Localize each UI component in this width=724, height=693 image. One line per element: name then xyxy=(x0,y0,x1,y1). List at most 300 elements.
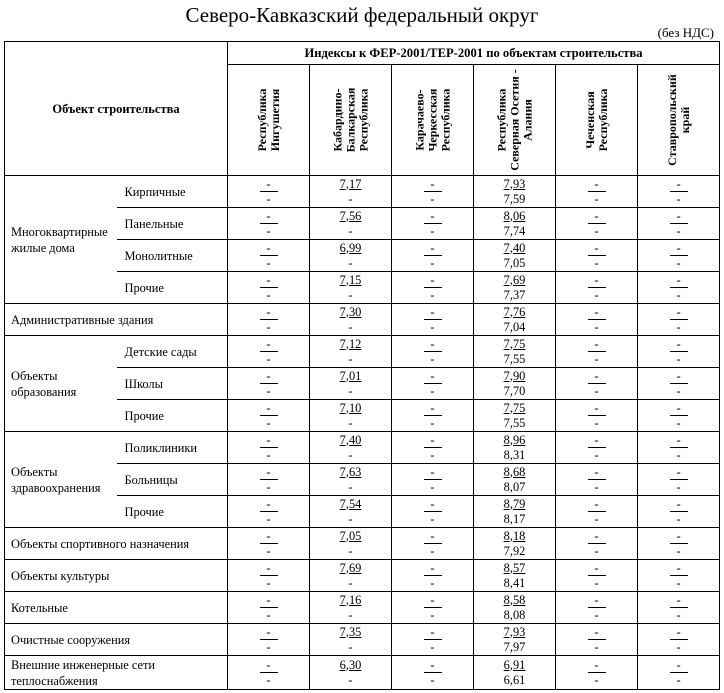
index-value-bottom: - xyxy=(594,255,599,270)
index-cell xyxy=(228,496,310,528)
index-cell xyxy=(392,272,474,304)
index-value-top-text: - xyxy=(588,529,606,544)
column-header xyxy=(556,65,638,176)
index-value-top-text: - xyxy=(588,433,606,448)
index-value-top-text: - xyxy=(670,337,688,352)
table-row xyxy=(5,176,720,208)
index-cell xyxy=(228,464,310,496)
index-value-top xyxy=(228,369,309,384)
object-name: Внешние инженерные сети теплоснабжения xyxy=(5,656,228,690)
index-value-top: 7,16 xyxy=(339,592,362,607)
table-body xyxy=(5,176,720,690)
index-value-bottom: - xyxy=(676,447,681,462)
index-value-bottom: - xyxy=(348,351,353,366)
column-header xyxy=(310,65,392,176)
index-value-bottom: 7,70 xyxy=(503,383,526,398)
index-value-bottom: - xyxy=(266,575,271,590)
index-cell xyxy=(228,336,310,368)
index-value-top xyxy=(556,529,637,544)
index-value-top-text: - xyxy=(260,625,278,640)
vat-note: (без НДС) xyxy=(657,25,714,40)
column-header xyxy=(228,65,310,176)
column-header-label: Чеченская Республика xyxy=(582,88,610,152)
index-value-bottom: - xyxy=(430,287,435,302)
index-value-bottom: - xyxy=(676,319,681,334)
index-value-bottom: - xyxy=(430,351,435,366)
index-cell xyxy=(638,400,720,432)
index-value-top-text: - xyxy=(588,241,606,256)
index-cell xyxy=(392,624,474,656)
index-value-top-text: - xyxy=(588,593,606,608)
index-cell xyxy=(392,208,474,240)
index-cell xyxy=(638,368,720,400)
index-value-bottom: 7,92 xyxy=(503,543,526,558)
index-value-top-text: - xyxy=(424,209,442,224)
index-value-top xyxy=(638,593,719,608)
index-value-top: 8,18 xyxy=(503,528,526,543)
index-value-bottom: - xyxy=(430,383,435,398)
index-value-top xyxy=(556,273,637,288)
index-cell xyxy=(638,624,720,656)
index-table xyxy=(4,41,720,690)
index-value-bottom: - xyxy=(594,351,599,366)
index-cell xyxy=(638,240,720,272)
index-value-top xyxy=(556,593,637,608)
index-value-top xyxy=(638,177,719,192)
index-value-top-text: - xyxy=(588,305,606,320)
index-value-bottom: - xyxy=(594,575,599,590)
index-value-top: 7,30 xyxy=(339,304,362,319)
index-value-top xyxy=(392,241,473,256)
index-value-bottom: - xyxy=(594,543,599,558)
index-cell xyxy=(474,464,556,496)
object-name: Котельные xyxy=(5,592,228,624)
index-value-bottom: - xyxy=(430,575,435,590)
index-value-top-text: - xyxy=(260,177,278,192)
index-value-top xyxy=(638,305,719,320)
index-value-top-text: - xyxy=(670,401,688,416)
index-value-bottom: - xyxy=(676,672,681,687)
index-value-bottom: - xyxy=(348,447,353,462)
table-row xyxy=(5,304,720,336)
index-cell xyxy=(556,528,638,560)
index-value-top xyxy=(556,177,637,192)
index-value-top xyxy=(228,273,309,288)
index-value-bottom: - xyxy=(594,639,599,654)
index-cell xyxy=(228,304,310,336)
index-value-top-text: - xyxy=(260,369,278,384)
index-cell xyxy=(310,528,392,560)
index-value-top xyxy=(556,465,637,480)
index-value-bottom: - xyxy=(266,479,271,494)
index-value-top-text: - xyxy=(424,561,442,576)
index-value-bottom: - xyxy=(266,607,271,622)
object-subtype: Панельные xyxy=(117,208,228,240)
index-value-bottom: 8,31 xyxy=(503,447,526,462)
index-value-top xyxy=(228,305,309,320)
index-cell xyxy=(556,176,638,208)
page-title: Северо-Кавказский федеральный округ xyxy=(185,3,539,27)
index-value-top xyxy=(392,561,473,576)
object-subtype: Прочие xyxy=(117,272,228,304)
index-value-top: 7,10 xyxy=(339,400,362,415)
index-cell xyxy=(392,176,474,208)
index-value-bottom: 7,97 xyxy=(503,639,526,654)
index-value-bottom: - xyxy=(594,223,599,238)
index-header: Индексы к ФЕР-2001/ТЕР-2001 по объектам строительства xyxy=(228,42,720,65)
index-value-bottom: - xyxy=(348,255,353,270)
index-value-top-text: - xyxy=(260,305,278,320)
index-cell xyxy=(556,656,638,690)
index-value-bottom: - xyxy=(266,415,271,430)
index-value-top-text: - xyxy=(424,593,442,608)
index-cell xyxy=(392,304,474,336)
index-value-bottom: - xyxy=(430,511,435,526)
index-value-top: 7,63 xyxy=(339,464,362,479)
index-value-bottom: - xyxy=(594,511,599,526)
index-cell xyxy=(392,368,474,400)
index-value-bottom: 7,37 xyxy=(503,287,526,302)
index-value-top-text: - xyxy=(424,305,442,320)
column-header-label: Кабардино-Балкарская Республика xyxy=(330,87,370,153)
table-row xyxy=(5,592,720,624)
index-value-bottom: - xyxy=(266,639,271,654)
index-value-top-text: - xyxy=(424,177,442,192)
index-cell xyxy=(556,304,638,336)
index-value-top xyxy=(392,273,473,288)
index-cell xyxy=(392,432,474,464)
index-value-bottom: - xyxy=(676,351,681,366)
index-value-top xyxy=(392,177,473,192)
index-value-top xyxy=(392,369,473,384)
index-value-top-text: - xyxy=(588,561,606,576)
index-value-bottom: - xyxy=(348,223,353,238)
index-cell xyxy=(638,528,720,560)
index-value-bottom: - xyxy=(348,672,353,687)
index-cell xyxy=(310,304,392,336)
index-value-top-text: - xyxy=(424,241,442,256)
index-cell xyxy=(310,592,392,624)
index-cell xyxy=(474,432,556,464)
object-subtype: Прочие xyxy=(117,496,228,528)
index-value-bottom: - xyxy=(348,319,353,334)
index-value-top xyxy=(638,401,719,416)
index-value-top-text: - xyxy=(670,465,688,480)
index-value-top-text: - xyxy=(670,625,688,640)
index-value-top-text: - xyxy=(670,561,688,576)
column-header-label: Карачаево-Черкесская Республика xyxy=(412,88,452,152)
index-value-top: 8,06 xyxy=(503,208,526,223)
index-value-top-text: - xyxy=(424,433,442,448)
index-value-top-text: - xyxy=(670,177,688,192)
index-cell xyxy=(392,400,474,432)
index-value-top: 7,15 xyxy=(339,272,362,287)
index-value-top-text: - xyxy=(588,369,606,384)
index-value-bottom: 8,08 xyxy=(503,607,526,622)
object-name: Объекты культуры xyxy=(5,560,228,592)
index-cell xyxy=(228,176,310,208)
index-cell xyxy=(392,464,474,496)
index-value-top xyxy=(228,529,309,544)
index-cell xyxy=(556,432,638,464)
index-value-bottom: - xyxy=(676,511,681,526)
index-value-top-text: - xyxy=(424,658,442,673)
index-value-top-text: - xyxy=(260,593,278,608)
index-value-bottom: - xyxy=(594,447,599,462)
index-value-bottom: 7,55 xyxy=(503,351,526,366)
index-value-bottom: - xyxy=(676,383,681,398)
index-value-top: 7,93 xyxy=(503,176,526,191)
index-value-top: 7,40 xyxy=(503,240,526,255)
index-value-bottom: - xyxy=(676,255,681,270)
index-cell xyxy=(228,432,310,464)
index-value-top xyxy=(228,497,309,512)
index-value-top-text: - xyxy=(588,209,606,224)
index-value-bottom: - xyxy=(430,543,435,558)
index-cell xyxy=(228,400,310,432)
index-value-bottom: 8,17 xyxy=(503,511,526,526)
index-value-top xyxy=(638,529,719,544)
index-value-bottom: - xyxy=(266,543,271,558)
index-value-top xyxy=(556,337,637,352)
index-value-top-text: - xyxy=(670,433,688,448)
index-cell xyxy=(228,208,310,240)
index-cell xyxy=(228,368,310,400)
index-value-bottom: - xyxy=(594,319,599,334)
index-cell xyxy=(310,432,392,464)
index-value-top xyxy=(228,433,309,448)
index-value-bottom: - xyxy=(266,223,271,238)
index-value-top xyxy=(556,433,637,448)
index-value-top-text: - xyxy=(424,497,442,512)
index-value-bottom: 7,55 xyxy=(503,415,526,430)
index-cell xyxy=(638,496,720,528)
index-cell xyxy=(474,368,556,400)
index-value-top xyxy=(556,241,637,256)
index-cell xyxy=(392,496,474,528)
index-value-top: 7,93 xyxy=(503,624,526,639)
index-value-top xyxy=(556,625,637,640)
index-value-top-text: - xyxy=(670,658,688,673)
index-value-top-text: - xyxy=(588,497,606,512)
index-value-bottom: - xyxy=(430,415,435,430)
index-value-top xyxy=(392,529,473,544)
column-header xyxy=(638,65,720,176)
index-value-top-text: - xyxy=(424,369,442,384)
index-cell xyxy=(310,624,392,656)
index-value-top xyxy=(556,401,637,416)
index-cell xyxy=(474,304,556,336)
index-value-top xyxy=(638,465,719,480)
index-value-top xyxy=(556,305,637,320)
index-value-top: 8,79 xyxy=(503,496,526,511)
index-cell xyxy=(228,528,310,560)
index-cell xyxy=(556,368,638,400)
index-cell xyxy=(310,336,392,368)
index-value-bottom: - xyxy=(348,511,353,526)
index-value-top xyxy=(638,658,719,673)
index-cell xyxy=(638,656,720,690)
object-header-label: Объект строительства xyxy=(52,101,180,116)
index-value-top xyxy=(638,241,719,256)
index-value-top-text: - xyxy=(424,625,442,640)
index-value-bottom: - xyxy=(594,479,599,494)
index-value-top-text: - xyxy=(424,529,442,544)
object-subtype: Прочие xyxy=(117,400,228,432)
index-value-top xyxy=(392,593,473,608)
index-value-top xyxy=(392,401,473,416)
index-cell xyxy=(228,592,310,624)
index-value-top-text: - xyxy=(670,273,688,288)
index-cell xyxy=(310,560,392,592)
index-value-bottom: - xyxy=(430,223,435,238)
index-cell xyxy=(556,240,638,272)
index-value-top xyxy=(638,433,719,448)
index-value-top: 8,96 xyxy=(503,432,526,447)
index-value-top-text: - xyxy=(260,529,278,544)
index-cell xyxy=(310,176,392,208)
index-value-top-text: - xyxy=(588,465,606,480)
index-value-top xyxy=(392,497,473,512)
object-name: Административные здания xyxy=(5,304,228,336)
index-value-top xyxy=(228,561,309,576)
index-value-bottom: 7,04 xyxy=(503,319,526,334)
index-cell xyxy=(474,656,556,690)
index-value-bottom: - xyxy=(266,255,271,270)
index-cell xyxy=(392,528,474,560)
index-value-top-text: - xyxy=(588,401,606,416)
index-cell xyxy=(228,240,310,272)
index-value-bottom: - xyxy=(348,415,353,430)
index-value-bottom: - xyxy=(430,191,435,206)
index-value-top: 8,58 xyxy=(503,592,526,607)
index-value-bottom: 7,05 xyxy=(503,255,526,270)
index-value-bottom: - xyxy=(348,287,353,302)
index-value-top-text: - xyxy=(670,305,688,320)
index-value-top: 7,01 xyxy=(339,368,362,383)
index-value-bottom: - xyxy=(676,479,681,494)
index-value-bottom: - xyxy=(676,575,681,590)
index-cell xyxy=(638,336,720,368)
index-value-bottom: - xyxy=(676,607,681,622)
index-cell xyxy=(310,208,392,240)
index-cell xyxy=(474,272,556,304)
index-value-bottom: 8,41 xyxy=(503,575,526,590)
index-cell xyxy=(310,368,392,400)
index-value-top-text: - xyxy=(424,337,442,352)
index-value-top: 7,35 xyxy=(339,624,362,639)
index-value-top: 8,68 xyxy=(503,464,526,479)
index-cell xyxy=(556,624,638,656)
index-value-top: 6,91 xyxy=(503,657,526,672)
index-value-bottom: - xyxy=(676,415,681,430)
index-value-top: 7,69 xyxy=(503,272,526,287)
index-value-top xyxy=(228,177,309,192)
index-value-top-text: - xyxy=(670,241,688,256)
index-cell xyxy=(638,272,720,304)
object-group-name: Многоквартирные жилые дома xyxy=(5,176,117,304)
index-value-top-text: - xyxy=(588,273,606,288)
index-cell xyxy=(474,400,556,432)
index-value-top-text: - xyxy=(260,433,278,448)
index-value-bottom: - xyxy=(266,319,271,334)
index-cell xyxy=(310,496,392,528)
table-row xyxy=(5,336,720,368)
index-value-top: 7,12 xyxy=(339,336,362,351)
index-value-top xyxy=(638,273,719,288)
index-value-top: 7,90 xyxy=(503,368,526,383)
index-cell xyxy=(228,272,310,304)
index-cell xyxy=(556,336,638,368)
index-value-bottom: - xyxy=(594,415,599,430)
index-value-top: 6,99 xyxy=(339,240,362,255)
index-value-top xyxy=(638,209,719,224)
table-row xyxy=(5,432,720,464)
object-subtype: Кирпичные xyxy=(117,176,228,208)
index-cell xyxy=(474,624,556,656)
index-cell xyxy=(638,560,720,592)
index-value-bottom: - xyxy=(348,479,353,494)
index-cell xyxy=(228,624,310,656)
index-value-top-text: - xyxy=(424,401,442,416)
object-subtype: Поликлиники xyxy=(117,432,228,464)
index-value-top-text: - xyxy=(588,177,606,192)
index-value-top-text: - xyxy=(260,273,278,288)
index-value-top xyxy=(556,561,637,576)
index-value-top xyxy=(228,241,309,256)
index-value-bottom: 7,59 xyxy=(503,191,526,206)
index-cell xyxy=(556,272,638,304)
column-header xyxy=(392,65,474,176)
index-value-top: 7,56 xyxy=(339,208,362,223)
column-header xyxy=(474,65,556,176)
index-value-top-text: - xyxy=(260,465,278,480)
index-value-bottom: - xyxy=(594,607,599,622)
index-value-bottom: - xyxy=(266,287,271,302)
index-value-bottom: - xyxy=(266,672,271,687)
index-value-bottom: - xyxy=(430,639,435,654)
index-value-bottom: - xyxy=(430,672,435,687)
index-cell xyxy=(638,464,720,496)
index-value-top-text: - xyxy=(670,497,688,512)
index-cell xyxy=(474,528,556,560)
index-cell xyxy=(556,560,638,592)
index-value-top xyxy=(556,497,637,512)
object-group-name: Объекты здравоохранения xyxy=(5,432,117,528)
index-value-top xyxy=(228,465,309,480)
index-cell xyxy=(556,496,638,528)
index-value-top-text: - xyxy=(260,337,278,352)
object-subtype: Больницы xyxy=(117,464,228,496)
index-value-top xyxy=(228,658,309,673)
table-row xyxy=(5,624,720,656)
index-value-bottom: - xyxy=(430,479,435,494)
object-name: Объекты спортивного назначения xyxy=(5,528,228,560)
index-value-top xyxy=(392,465,473,480)
index-cell xyxy=(556,208,638,240)
index-cell xyxy=(392,656,474,690)
index-value-bottom: - xyxy=(348,191,353,206)
index-value-top-text: - xyxy=(424,465,442,480)
index-value-bottom: - xyxy=(430,447,435,462)
index-value-top: 7,17 xyxy=(339,176,362,191)
index-value-top xyxy=(392,209,473,224)
index-cell xyxy=(474,240,556,272)
index-value-top xyxy=(392,433,473,448)
index-value-bottom: - xyxy=(430,607,435,622)
object-group-name: Объекты образования xyxy=(5,336,117,432)
index-value-top xyxy=(228,337,309,352)
